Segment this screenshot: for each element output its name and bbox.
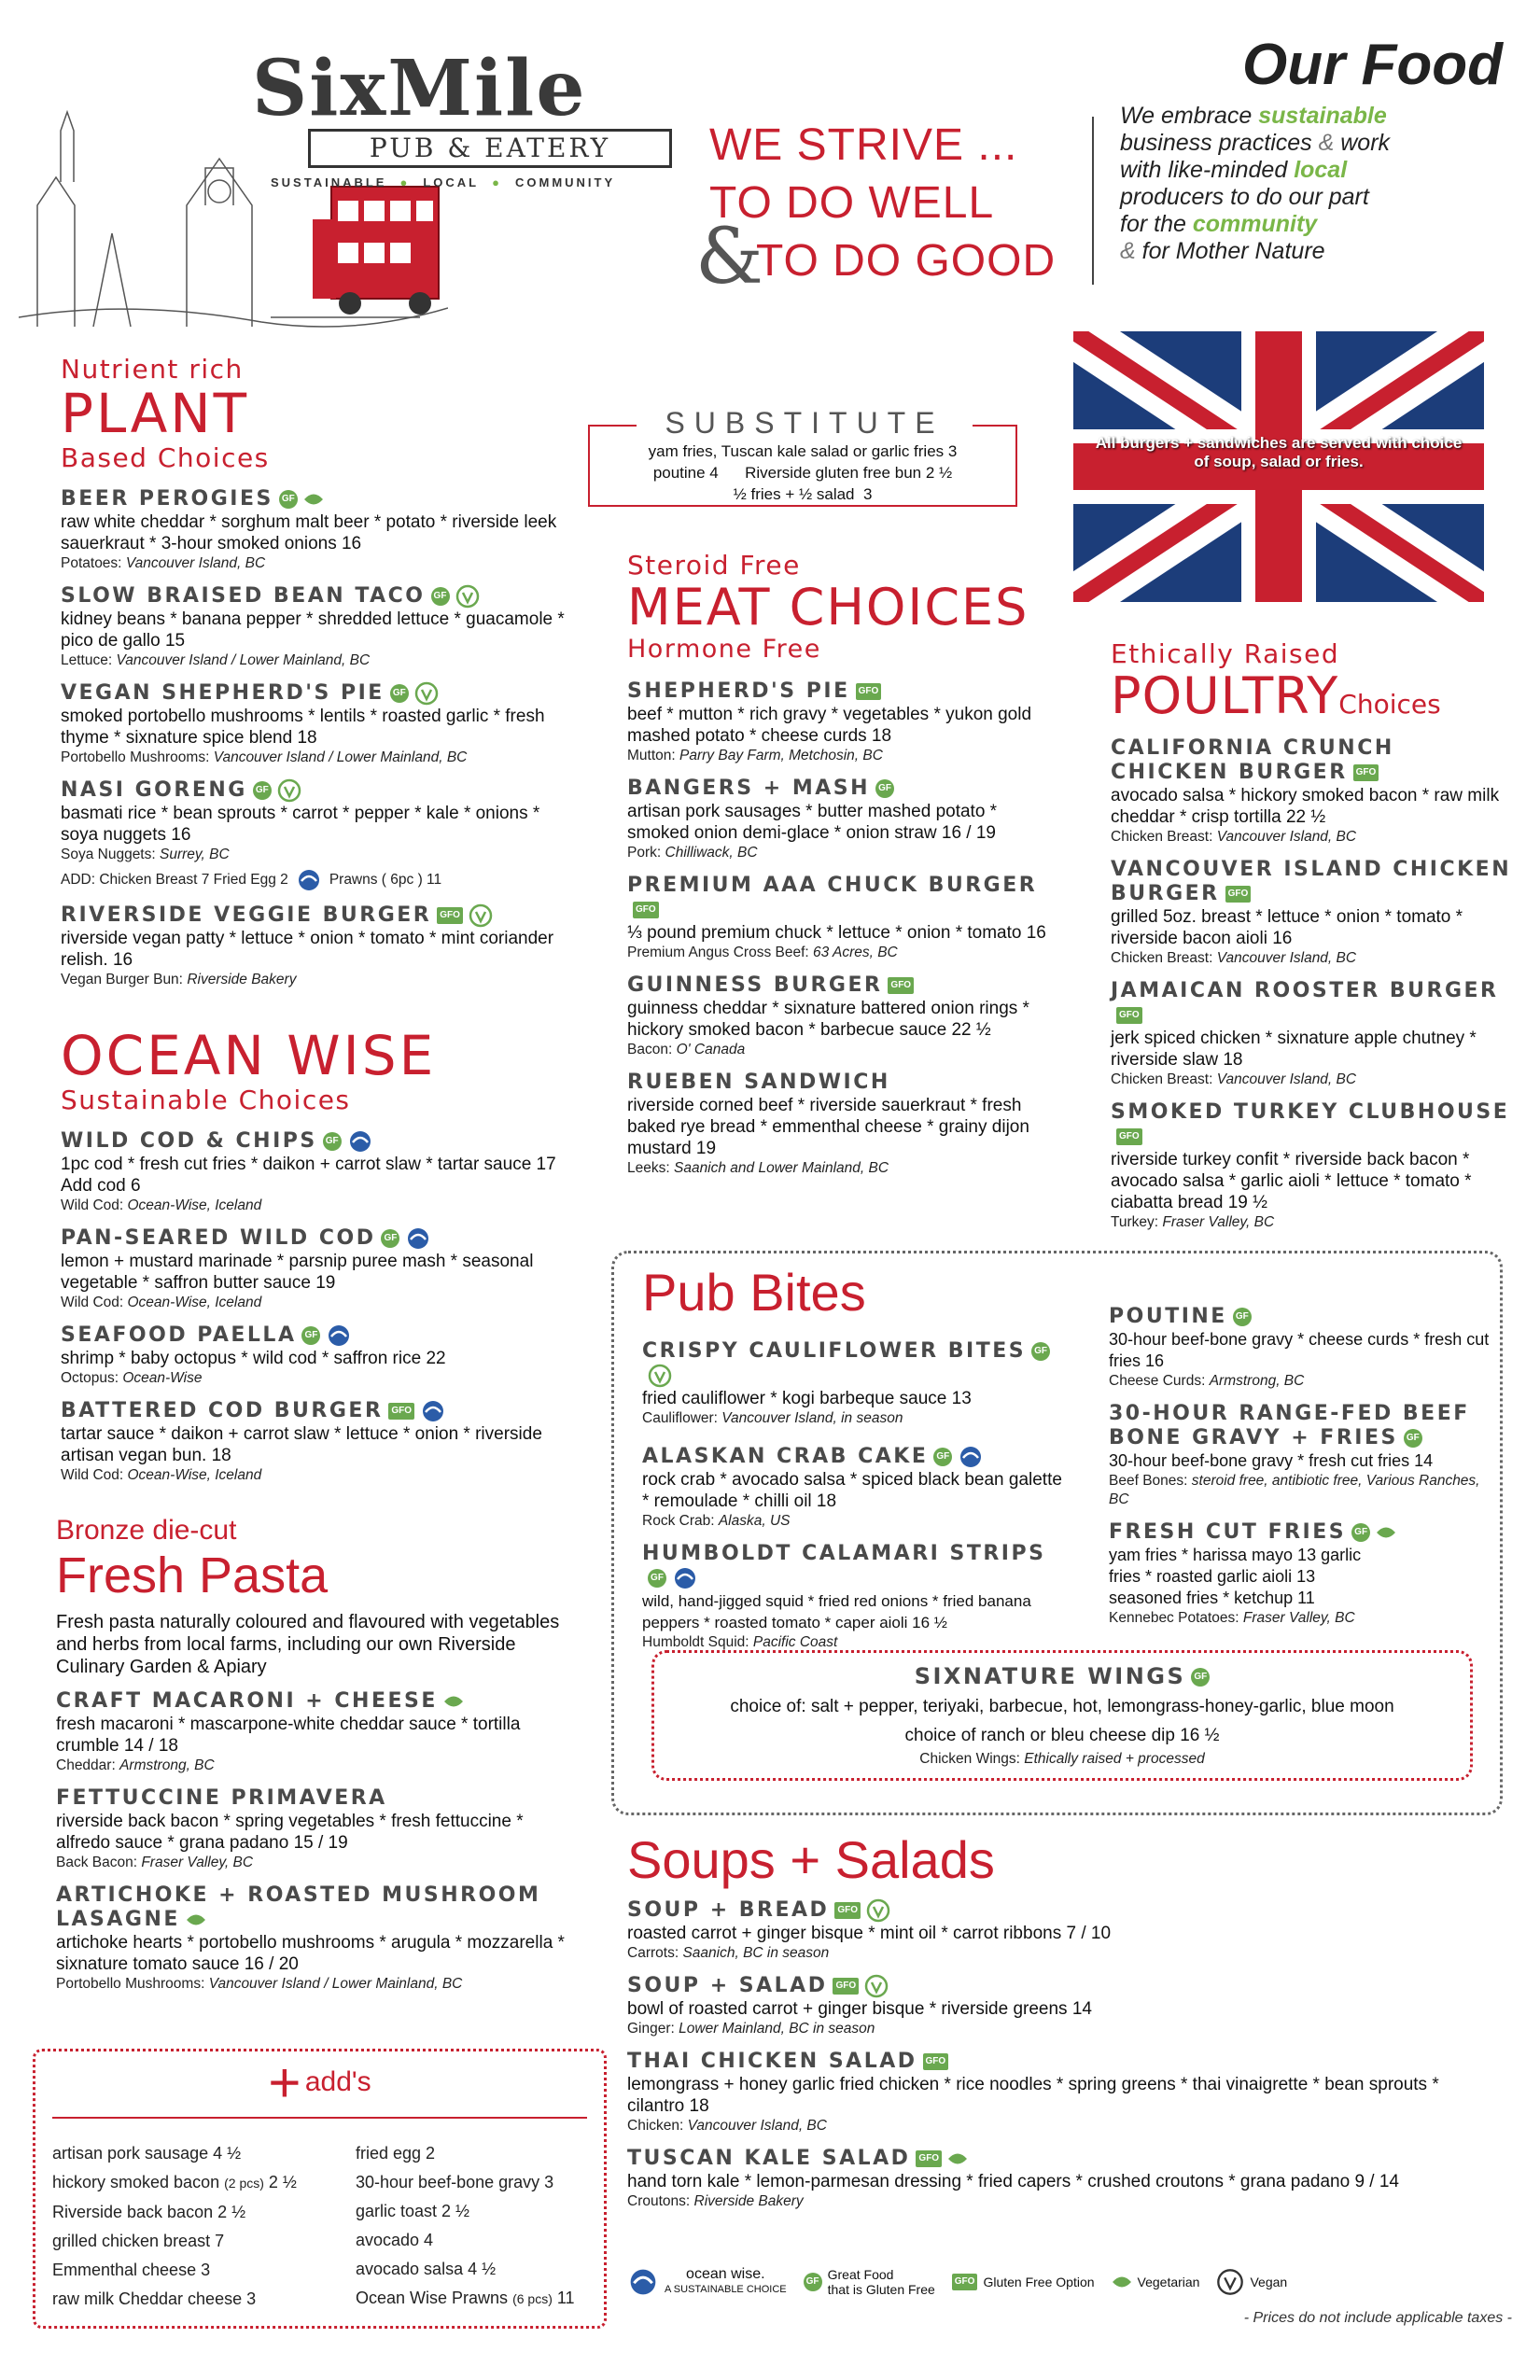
menu-item: PREMIUM AAA CHUCK BURGERGFO ⅓ pound premium chuck * lettuce * onion * tomato 16 Premium Angus Cross Beef: 63 Acres, BC xyxy=(627,874,1046,960)
vegan-icon xyxy=(866,1898,890,1923)
menu-item: CALIFORNIA CRUNCH CHICKEN BURGER GFO avocado salsa * hickory smoked bacon * raw milk cheddar * crisp tortilla 22 ½ Chicken Breast: Vancouver Island, BC xyxy=(1111,736,1500,845)
pasta-title: Fresh Pasta xyxy=(56,1547,329,1603)
plant-title: PLANT xyxy=(61,382,250,445)
substitute-title: SUBSTITUTE xyxy=(637,406,973,440)
gf-icon: GF xyxy=(875,779,894,798)
menu-item: HUMBOLDT CALAMARI STRIPSGF wild, hand-jigged squid * fried red onions * fried banana peppers * roasted tomato * caper aioli 16 ½ Humboldt Squid: Pacific Coast xyxy=(642,1542,1046,1650)
gf-icon: GF xyxy=(1233,1308,1252,1326)
gf-icon: GF xyxy=(381,1229,399,1248)
gf-icon: GF xyxy=(1351,1523,1370,1542)
gfo-icon: GFO xyxy=(1225,886,1252,903)
vegan-icon xyxy=(455,584,480,609)
gfo-icon: GFO xyxy=(923,2053,949,2070)
menu-item: FETTUCCINE PRIMAVERA riverside back bacon * spring vegetables * fresh fettuccine * alfredo sauce * grana padano 15 / 19 Back Bacon: Fraser Valley, BC xyxy=(56,1786,524,1870)
vegetarian-icon xyxy=(1376,1526,1396,1539)
gf-icon: GF xyxy=(253,781,272,800)
brand-name: SixMile xyxy=(252,44,587,133)
vegan-icon xyxy=(1216,2268,1244,2296)
menu-item: SMOKED TURKEY CLUBHOUSEGFO riverside turkey confit * riverside back bacon * avocado salsa * garlic aioli * lettuce * tomato * ciabatta bread 19 ½ Turkey: Fraser Valley, BC xyxy=(1111,1100,1510,1230)
flag-note: All burgers + sandwiches are served with choice of soup, salad or fries. xyxy=(1095,434,1463,470)
plant-pre: Nutrient rich xyxy=(61,354,244,385)
plant-post: Based Choices xyxy=(61,442,270,473)
logo xyxy=(19,19,663,345)
menu-item: SEAFOOD PAELLA GF shrimp * baby octopus * wild cod * saffron rice 22 Octopus: Ocean-Wise xyxy=(61,1323,446,1386)
pasta-pre: Bronze die-cut xyxy=(56,1515,237,1546)
menu-item: BEER PEROGIES GF raw white cheddar * sorghum malt beer * potato * riverside leek sauerkraut * 3-hour smoked onions 16 Potatoes: Vancouver Island, BC xyxy=(61,487,557,571)
adds-list: artisan pork sausage 4 ½ hickory smoked bacon (2 pcs) 2 ½ Riverside back bacon 2 ½ grilled chicken breast 7 Emmenthal cheese 3 raw milk Cheddar cheese 3 fried egg 2 30-hour beef-bone gravy 3 garlic toast 2 ½ avocado 4 avocado salsa 4 ½ Ocean Wise Prawns (6 pcs) 11 xyxy=(52,2144,575,2308)
gf-icon: GF xyxy=(431,587,450,606)
menu-item: PAN-SEARED WILD COD GF lemon + mustard marinade * parsnip puree mash * seasonal vegetable * saffron butter sauce 19 Wild Cod: Ocean-Wise, Iceland xyxy=(61,1226,534,1310)
soups-title: Soups + Salads xyxy=(627,1830,995,1889)
menu-item: TUSCAN KALE SALAD GFO hand torn kale * lemon-parmesan dressing * fried capers * crushed croutons * grana padano 9 / 14 Croutons: Riverside Bakery xyxy=(627,2147,1399,2209)
menu-item: THAI CHICKEN SALAD GFO lemongrass + honey garlic fried chicken * rice noodles * spring greens * thai vinaigrette * bean sprouts * cilantro 18 Chicken: Vancouver Island, BC xyxy=(627,2050,1439,2134)
brand-tagline: SUSTAINABLE ● LOCAL ● COMMUNITY xyxy=(271,175,616,189)
meat-post: Hormone Free xyxy=(627,635,821,664)
ocean-title: OCEAN WISE xyxy=(61,1024,437,1087)
gfo-icon: GFO xyxy=(952,2274,978,2290)
ocean-wise-icon xyxy=(672,1566,698,1590)
gf-icon: GF xyxy=(804,2273,822,2291)
adds-header: + add's xyxy=(268,2051,371,2114)
union-jack-flag xyxy=(1073,331,1484,602)
menu-item: RIVERSIDE VEGGIE BURGER GFO riverside vegan patty * lettuce * onion * tomato * mint coriander relish. 16 Vegan Burger Bun: Riverside Bakery xyxy=(61,903,554,987)
pasta-intro: Fresh pasta naturally coloured and flavoured with vegetables and herbs from local farms, including our own Riverside Culinary Garden & Apiary xyxy=(56,1612,560,1677)
gfo-icon: GFO xyxy=(888,977,914,994)
menu-item: CRISPY CAULIFLOWER BITES GF fried cauliflower * kogi barbeque sauce 13 Cauliflower: Vancouver Island, in season xyxy=(642,1339,1062,1428)
ocean-wise-icon xyxy=(347,1129,373,1154)
vegan-icon xyxy=(864,1974,889,1998)
poultry-title: POULTRY xyxy=(1111,666,1339,725)
gfo-icon: GFO xyxy=(633,902,659,918)
pub-bites-box xyxy=(611,1251,1503,1815)
ocean-section xyxy=(61,1024,565,1496)
poultry-section xyxy=(1111,639,1521,1243)
gf-icon: GF xyxy=(1404,1429,1422,1448)
menu-item: BATTERED COD BURGER GFO tartar sauce * daikon + carrot slaw * lettuce * onion * riverside artisan vegan bun. 18 Wild Cod: Ocean-Wise, Iceland xyxy=(61,1399,542,1483)
menu-item: WILD COD & CHIPS GF 1pc cod * fresh cut fries * daikon + carrot slaw * tartar sauce 17 Add cod 6 Wild Cod: Ocean-Wise, Iceland xyxy=(61,1129,556,1213)
plant-section xyxy=(61,355,565,1001)
meat-section xyxy=(627,551,1057,1189)
vegetarian-icon xyxy=(186,1913,206,1926)
gfo-icon: GFO xyxy=(1116,1007,1142,1024)
ocean-wise-icon xyxy=(958,1445,984,1469)
wings-box: SIXNATURE WINGS GF choice of: salt + pepper, teriyaki, barbecue, hot, lemongrass-honey-garlic, blue moon choice of ranch or bleu cheese dip 16 ½ Chicken Wings: Ethically raised + processed xyxy=(651,1650,1473,1781)
ocean-sub: Sustainable Choices xyxy=(61,1085,351,1115)
gfo-icon: GFO xyxy=(1116,1128,1142,1145)
menu-item: JAMAICAN ROOSTER BURGERGFO jerk spiced chicken * sixnature apple chutney * riverside slaw 18 Chicken Breast: Vancouver Island, BC xyxy=(1111,979,1499,1087)
brand-sub: PUB & EATERY xyxy=(308,129,672,168)
menu-item: BANGERS + MASH GF artisan pork sausages * butter mashed potato * smoked onion demi-glace * onion straw 16 / 19 Pork: Chilliwack, BC xyxy=(627,777,998,861)
menu-item: ARTICHOKE + ROASTED MUSHROOM LASAGNE artichoke hearts * portobello mushrooms * arugula * mozzarella * sixnature tomato sauce 16 / 20 Portobello Mushrooms: Vancouver Island / Lower Mainland, BC xyxy=(56,1883,565,1992)
menu-item: VEGAN SHEPHERD'S PIE GF smoked portobello mushrooms * lentils * roasted garlic * fresh thyme * sixnature spice blend 18 Portobello Mushrooms: Vancouver Island / Lower Mainland, BC xyxy=(61,681,545,765)
gfo-icon: GFO xyxy=(388,1403,414,1420)
gfo-icon: GFO xyxy=(834,1902,861,1919)
slogan-amp: & xyxy=(695,213,764,301)
gf-icon: GF xyxy=(323,1132,342,1151)
slogan xyxy=(695,117,1101,301)
slogan-line3: TO DO GOOD xyxy=(756,236,1057,286)
footnote: - Prices do not include applicable taxes - xyxy=(1243,2310,1512,2326)
gfo-icon: GFO xyxy=(856,683,882,700)
gf-icon: GF xyxy=(648,1569,666,1588)
our-food-title: Our Food xyxy=(1242,33,1503,97)
gf-icon: GF xyxy=(933,1448,952,1466)
menu-item: ALASKAN CRAB CAKE GF rock crab * avocado salsa * spiced black bean galette * remoulade * chilli oil 18 Rock Crab: Alaska, US xyxy=(642,1445,1062,1529)
slogan-line2: TO DO WELL xyxy=(709,178,995,228)
vegan-icon xyxy=(414,681,439,706)
menu-item: VANCOUVER ISLAND CHICKEN BURGER GFO grilled 5oz. breast * lettuce * onion * tomato * riverside bacon aioli 16 Chicken Breast: Vancouver Island, BC xyxy=(1111,858,1512,966)
menu-item: CRAFT MACARONI + CHEESE fresh macaroni * mascarpone-white cheddar sauce * tortilla crumble 14 / 18 Cheddar: Armstrong, BC xyxy=(56,1689,521,1773)
gf-icon: GF xyxy=(301,1326,320,1345)
menu-item: SOUP + SALAD GFO bowl of roasted carrot + ginger bisque * riverside greens 14 Ginger: Lower Mainland, BC in season xyxy=(627,1974,1092,2037)
poultry-pre: Ethically Raised xyxy=(1111,638,1340,669)
menu-item: 30-HOUR RANGE-FED BEEF BONE GRAVY + FRIES GF 30-hour beef-bone gravy * fresh cut fries 14 Beef Bones: steroid free, antibiotic free, Various Ranches, BC xyxy=(1109,1402,1480,1507)
gf-icon: GF xyxy=(279,490,298,509)
gfo-icon: GFO xyxy=(916,2150,942,2167)
slogan-divider xyxy=(1092,117,1094,285)
poultry-post: Choices xyxy=(1338,689,1441,720)
substitute-box: SUBSTITUTE yam fries, Tuscan kale salad or garlic fries 3 poutine 4 Riverside gluten free bun 2 ½ ½ fries + ½ salad 3 xyxy=(588,425,1017,507)
vegetarian-icon xyxy=(1112,2275,1132,2289)
gf-icon: GF xyxy=(1031,1342,1050,1361)
vegetarian-icon xyxy=(443,1695,464,1708)
pub-title: Pub Bites xyxy=(642,1263,866,1322)
vegan-icon xyxy=(469,903,493,928)
gf-icon: GF xyxy=(1191,1668,1210,1687)
menu-item: SOUP + BREAD GFO roasted carrot + ginger bisque * mint oil * carrot ribbons 7 / 10 Carrots: Saanich, BC in season xyxy=(627,1898,1112,1961)
menu-item: NASI GORENG GF basmati rice * bean sprouts * carrot * pepper * kale * onions * soya nuggets 16 Soya Nuggets: Surrey, BC ADD: Chicken Breast 7 Fried Egg 2 Prawns ( 6pc ) 11 xyxy=(61,778,565,892)
soups-section xyxy=(627,1829,1505,2222)
vegan-icon xyxy=(648,1364,672,1388)
ocean-wise-icon xyxy=(627,2267,659,2297)
vegetarian-icon xyxy=(947,2152,968,2165)
menu-item: FRESH CUT FRIES GF yam fries * harissa mayo 13 garlic fries * roasted garlic aioli 13 seasoned fries * ketchup 11 Kennebec Potatoes: Fraser Valley, BC xyxy=(1109,1520,1491,1628)
gf-icon: GF xyxy=(390,684,409,703)
ocean-wise-icon xyxy=(420,1399,446,1423)
vegan-icon xyxy=(277,778,301,803)
menu-item: POUTINE GF 30-hour beef-bone gravy * cheese curds * fresh cut fries 16 Cheese Curds: Armstrong, BC xyxy=(1109,1305,1490,1389)
menu-item: RUEBEN SANDWICH riverside corned beef * riverside sauerkraut * fresh baked rye bread * emmenthal cheese * grainy dijon mustard 19 Leeks: Saanich and Lower Mainland, BC xyxy=(627,1071,1029,1176)
meat-pre: Steroid Free xyxy=(627,550,801,581)
gfo-icon: GFO xyxy=(1353,764,1379,781)
menu-item: GUINNESS BURGER GFO guinness cheddar * sixnature battered onion rings * hickory smoked bacon * barbecue sauce 22 ½ Bacon: O' Canada xyxy=(627,973,1029,1057)
menu-item: SHEPHERD'S PIE GFO beef * mutton * rich gravy * vegetables * yukon gold mashed potato * cheese curds 18 Mutton: Parry Bay Farm, Metchosin, BC xyxy=(627,679,1032,763)
pasta-section xyxy=(56,1514,565,2005)
gfo-icon: GFO xyxy=(437,907,463,924)
meat-title: MEAT CHOICES xyxy=(627,578,1029,637)
adds-box xyxy=(33,2049,607,2329)
menu-item: SLOW BRAISED BEAN TACO GF kidney beans * banana pepper * shredded lettuce * guacamole * pico de gallo 15 Lettuce: Vancouver Island / Lower Mainland, BC xyxy=(61,584,565,668)
gfo-icon: GFO xyxy=(833,1978,859,1995)
vegetarian-icon xyxy=(303,493,324,506)
ocean-wise-icon xyxy=(326,1323,352,1348)
slogan-line1: WE STRIVE ... xyxy=(709,120,1018,170)
our-food: Our Food We embrace sustainable business practices & work with like-minded local producers to do our part for the community & for Mother Nature xyxy=(1120,28,1531,265)
ocean-wise-icon xyxy=(405,1226,431,1251)
ocean-wise-icon xyxy=(296,868,322,892)
legend: ocean wise. A SUSTAINABLE CHOICE GF Great Food that is Gluten Free GFO Gluten Free Option Vegetarian Vegan xyxy=(627,2259,1514,2305)
